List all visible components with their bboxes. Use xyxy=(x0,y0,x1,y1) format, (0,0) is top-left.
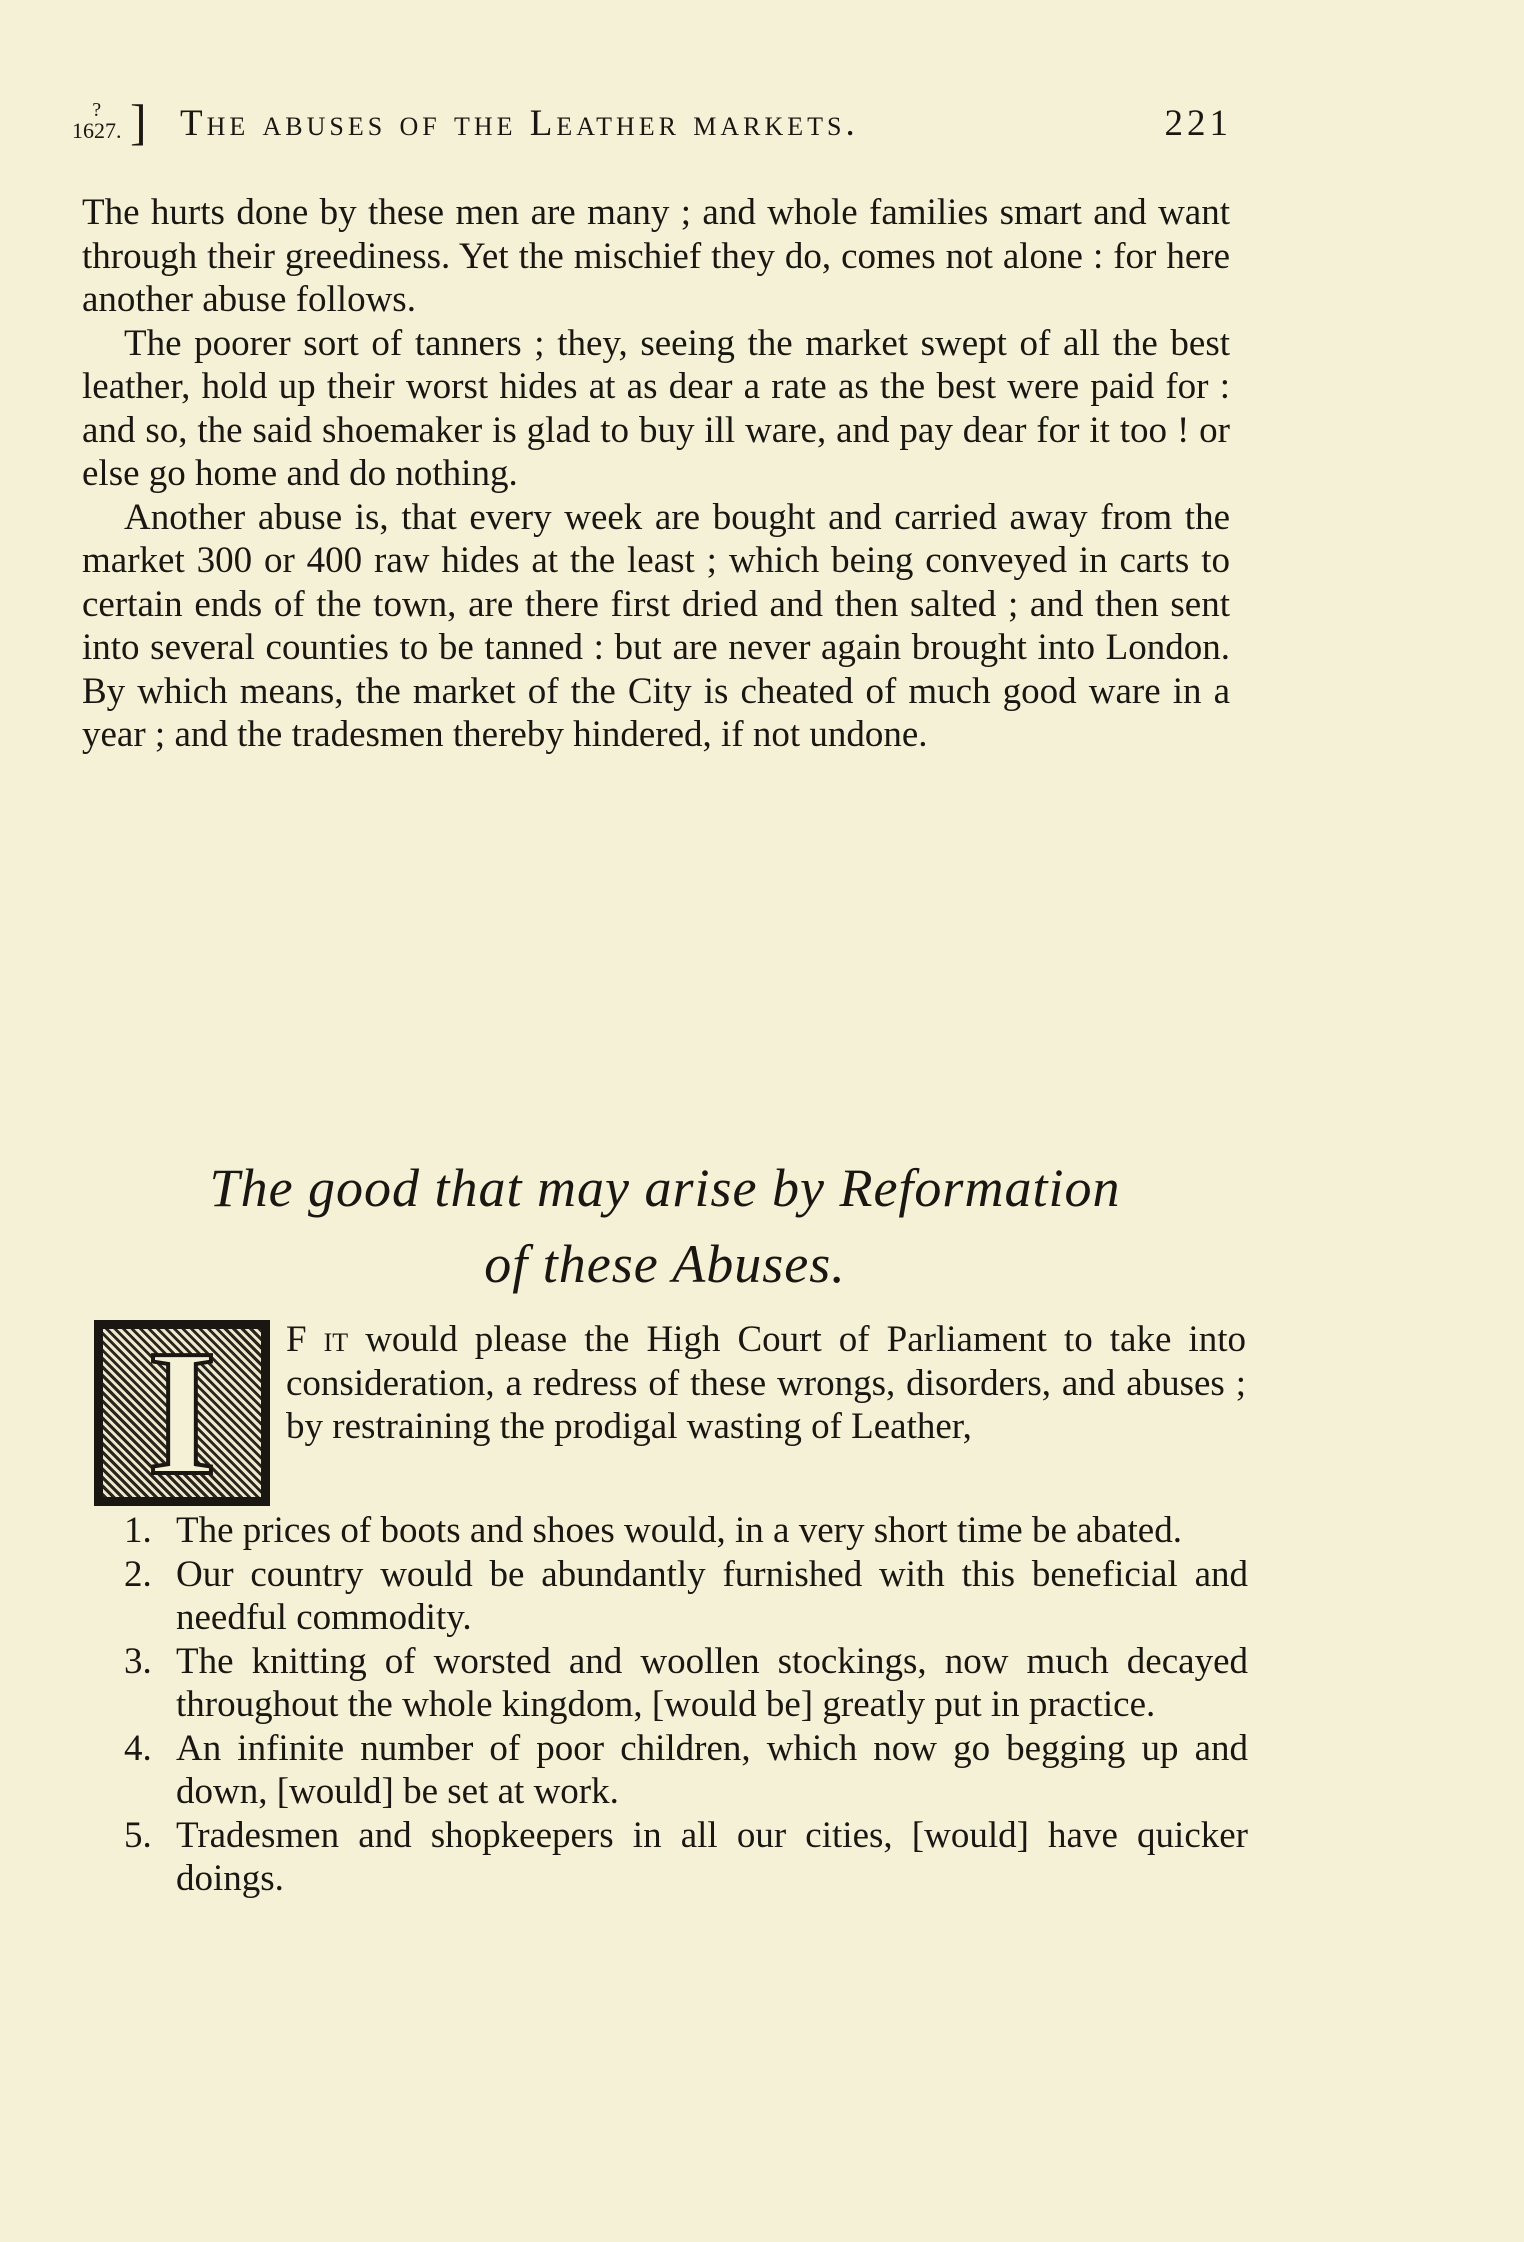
list-item xyxy=(124,1509,1248,1553)
list-item-number: 5. xyxy=(124,1814,152,1856)
date-query-mark: ? xyxy=(92,99,102,121)
list-item-number: 1. xyxy=(124,1510,152,1551)
paragraph-another-abuse: Another abuse is, that every week are bought and carried away from the market 300 or 400 raw hides at the least ; which being conveyed in carts to certain ends of the town, are there first dried and then salted ; and then sent into several counties to be tanned : but are never again brought into London. By which means, the market of the City is cheated of much good ware in a year ; and the tradesmen thereby hindered, if not undone. xyxy=(82,496,1230,755)
running-header xyxy=(72,96,1232,156)
date-bracket: ] xyxy=(130,94,147,150)
list-item xyxy=(124,1640,1248,1727)
section-heading xyxy=(100,1150,1230,1302)
list-item-text: Tradesmen and shopkeepers in all our cities, [would] have quicker doings. xyxy=(176,1814,1248,1899)
list-item xyxy=(124,1553,1248,1640)
benefits-list xyxy=(124,1509,1248,1901)
date-year: 1627. xyxy=(72,118,122,143)
paragraph-poorer-tanners: The poorer sort of tanners ; they, seeing the market swept of all the best leather, hold up their worst hides at as dear a rate as the best were paid for : and so, the said shoemaker is glad to buy ill ware, and pay dear for it too ! or else go home and do nothing. xyxy=(82,322,1230,494)
section-heading-line-1: The good that may arise by Reformation xyxy=(209,1158,1121,1218)
list-item-number: 4. xyxy=(124,1727,152,1769)
list-item-number: 3. xyxy=(124,1640,152,1682)
list-item-text: The knitting of worsted and woollen stockings, now much decayed throughout the whole kingdom, [would be] greatly put in practice. xyxy=(176,1640,1248,1725)
paragraph-hurts: The hurts done by these men are many ; and whole families smart and want through their greediness. Yet the mischief they do, comes not alone : for here another abuse follows. xyxy=(82,192,1230,320)
list-item xyxy=(124,1727,1248,1814)
intro-small-caps: F it xyxy=(286,1319,349,1360)
list-item-text: An infinite number of poor children, which now go begging up and down, [would] be set at work. xyxy=(176,1727,1248,1812)
page-number: 221 xyxy=(1164,103,1232,144)
intro-text: would please the High Court of Parliament to take into consideration, a redress of these wrongs, disorders, and abuses ; by restraining the prodigal wasting of Leather, xyxy=(286,1319,1246,1447)
running-title: The abuses of the Leather markets. xyxy=(180,103,859,144)
list-item xyxy=(124,1814,1248,1901)
body-text xyxy=(82,191,1230,757)
list-item-text: Our country would be abundantly furnished with this beneficial and needful commodity. xyxy=(176,1553,1248,1638)
date-mark xyxy=(72,99,122,144)
section-heading-line-2: of these Abuses. xyxy=(484,1234,846,1294)
drop-cap-ornament xyxy=(103,1313,261,1512)
drop-cap-letter: I xyxy=(146,1313,218,1512)
ornamental-drop-cap xyxy=(94,1313,270,1512)
reformation-intro-paragraph xyxy=(286,1318,1246,1449)
list-item-text: The prices of boots and shoes would, in a very short time be abated. xyxy=(176,1510,1182,1551)
list-item-number: 2. xyxy=(124,1553,152,1595)
